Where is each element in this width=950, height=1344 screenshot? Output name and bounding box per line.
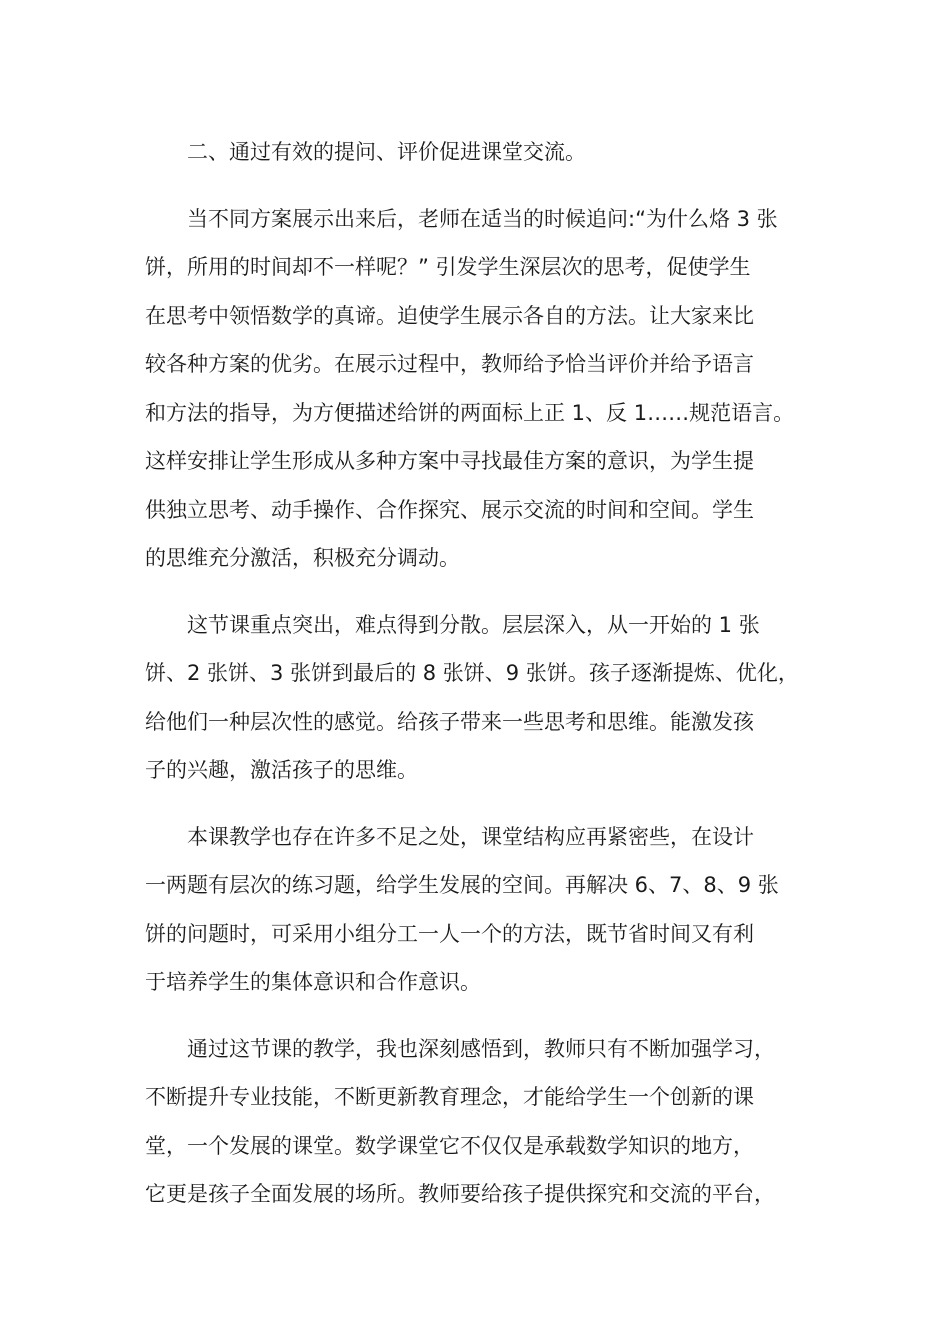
text-line: 较各种方案的优劣。在展示过程中，教师给予恰当评价并给予语言	[145, 352, 754, 376]
text-line: 和方法的指导，为方便描述给饼的两面标上正 1、反 1……规范语言。	[145, 400, 795, 425]
text-line: 它更是孩子全面发展的场所。教师要给孩子提供探究和交流的平台，	[145, 1182, 775, 1206]
text-line: 的思维充分激活，积极充分调动。	[145, 546, 460, 570]
text-line: 当不同方案展示出来后，老师在适当的时候追问:“为什么烙 3 张	[187, 206, 778, 231]
text-line: 通过这节课的教学，我也深刻感悟到，教师只有不断加强学习，	[187, 1036, 775, 1061]
text-line: 不断提升专业技能，不断更新教育理念，才能给学生一个创新的课	[145, 1085, 754, 1109]
text-line: 二、通过有效的提问、评价促进课堂交流。	[187, 140, 586, 164]
text-line: 子的兴趣，激活孩子的思维。	[145, 758, 418, 782]
paragraph	[145, 1025, 805, 1219]
paragraph	[145, 601, 805, 795]
text-line: 一两题有层次的练习题，给学生发展的空间。再解决 6、7、8、9 张	[145, 873, 779, 897]
text-line: 堂，一个发展的课堂。数学课堂它不仅仅是承载数学知识的地方，	[145, 1133, 754, 1158]
paragraph	[145, 195, 805, 583]
text-line: 在思考中领悟数学的真谛。迫使学生展示各自的方法。让大家来比	[145, 303, 754, 328]
text-line: 饼的问题时，可采用小组分工一人一个的方法，既节省时间又有利	[145, 921, 754, 946]
text-line: 给他们一种层次性的感觉。给孩子带来一些思考和思维。能激发孩	[145, 709, 754, 734]
text-line: 本课教学也存在许多不足之处，课堂结构应再紧密些，在设计	[187, 824, 754, 849]
text-line: 供独立思考、动手操作、合作探究、展示交流的时间和空间。学生	[145, 497, 754, 522]
text-line: 于培养学生的集体意识和合作意识。	[145, 970, 481, 994]
paragraph	[145, 813, 805, 1007]
text-line: 饼、2 张饼、3 张饼到最后的 8 张饼、9 张饼。孩子逐渐提炼、优化，	[145, 661, 799, 685]
text-line: 这节课重点突出，难点得到分散。层层深入，从一开始的 1 张	[187, 612, 760, 637]
section-heading	[145, 128, 805, 177]
text-line: 这样安排让学生形成从多种方案中寻找最佳方案的意识，为学生提	[145, 449, 754, 473]
document-body	[145, 128, 805, 1237]
text-line: 饼，所用的时间却不一样呢？” 引发学生深层次的思考，促使学生	[145, 255, 751, 279]
